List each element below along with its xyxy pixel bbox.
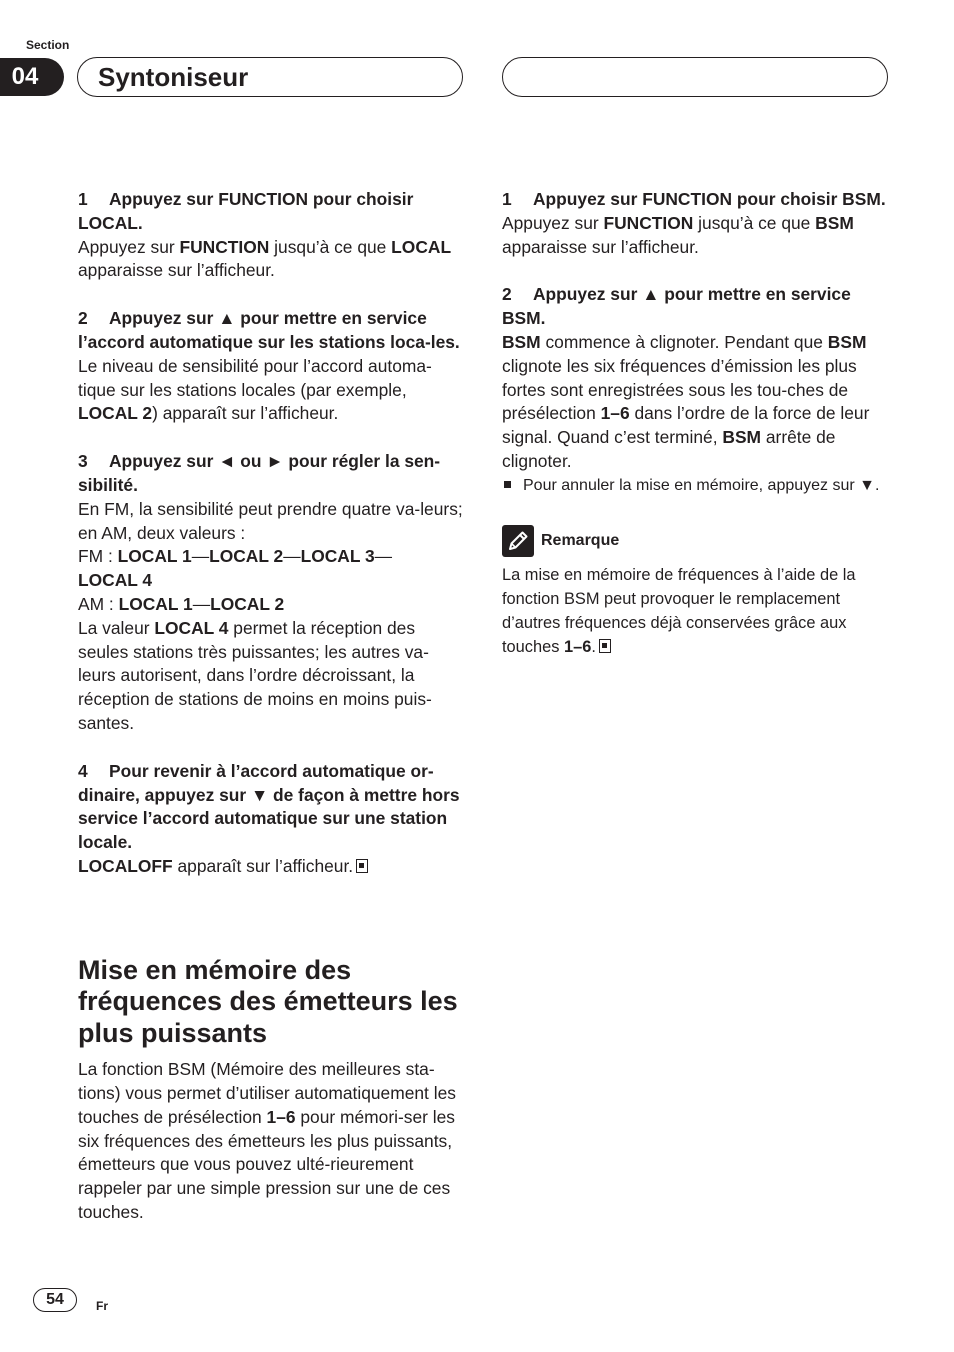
step-heading: 1 Appuyez sur FUNCTION pour choisir BSM. bbox=[502, 189, 886, 209]
language-code: Fr bbox=[96, 1299, 108, 1313]
step-body: Appuyez sur FUNCTION jusqu’à ce que LOCAL apparaisse sur l’afficheur. bbox=[78, 236, 452, 281]
step-body: La valeur LOCAL 4 permet la réception des seules stations très puissantes; les autres va-leurs autorisent, dans l’ordre décroissant, la réception de stations de moins en moins puis-santes. bbox=[78, 617, 432, 733]
section-label: Section bbox=[26, 38, 70, 52]
chapter-title: Syntoniseur bbox=[77, 57, 463, 97]
step-body: BSM commence à clignoter. Pendant que BSM clignote les six fréquences d’émission les plus fortes sont enregistrées sous les tou-ches de présélection 1–6 dans l’ordre de la force de leur signal. Quand c’est terminé, BSM arrête de clignoter. bbox=[502, 331, 870, 471]
step-body: Appuyez sur FUNCTION jusqu’à ce que BSM apparaisse sur l’afficheur. bbox=[502, 212, 854, 257]
section-heading: Mise en mémoire des fréquences des émetteurs les plus puissants bbox=[78, 954, 458, 1048]
step-heading: 2 Appuyez sur ▲ pour mettre en service BSM. bbox=[502, 284, 851, 329]
step-body: Le niveau de sensibilité pour l’accord automa-tique sur les stations locales (par exemple, LOCAL 2) apparaît sur l’afficheur. bbox=[78, 355, 432, 424]
step-heading: 1 Appuyez sur FUNCTION pour choisir LOCAL. bbox=[78, 189, 414, 233]
pencil-note-icon bbox=[502, 525, 534, 557]
fm-values: FM : LOCAL 1—LOCAL 2—LOCAL 3— LOCAL 4 bbox=[78, 546, 393, 591]
bullet-square-icon bbox=[504, 481, 511, 488]
remark-title: Remarque bbox=[541, 532, 620, 550]
section-body: La fonction BSM (Mémoire des meilleures sta-tions) vous permet d’utiliser automatiquement les touches de présélection 1–6 pour mémori-ser les six fréquences des émetteurs les plus puissants, émetteurs que vous pouvez ulté-rieurement rappeler par une simple pression sur une de ces touches. bbox=[78, 1059, 456, 1222]
step-heading: 4 Pour revenir à l’accord automatique or-dinaire, appuyez sur ▼ de façon à mettre hors service l’accord automatique sur une station locale. bbox=[78, 760, 460, 853]
header-empty-box bbox=[502, 57, 888, 97]
bullet-note: Pour annuler la mise en mémoire, appuyez sur ▼. bbox=[502, 474, 888, 498]
step-heading: 3 Appuyez sur ◄ ou ► pour régler la sen-sibilité. bbox=[78, 451, 441, 495]
section-number-badge: 04 bbox=[0, 58, 64, 96]
remark-header bbox=[502, 525, 888, 557]
remark-body: La mise en mémoire de fréquences à l’aide de la fonction BSM peut provoquer le remplacement d’autres fréquences déjà conservées grâce aux touches 1–6. bbox=[502, 566, 856, 657]
right-column bbox=[502, 188, 888, 659]
step-heading: 2 Appuyez sur ▲ pour mettre en service l’accord automatique sur les stations loca-les. bbox=[78, 308, 460, 352]
am-values: AM : LOCAL 1—LOCAL 2 bbox=[78, 593, 285, 614]
left-column bbox=[78, 188, 464, 1225]
page-number: 54 bbox=[33, 1288, 77, 1312]
step-body: En FM, la sensibilité peut prendre quatre va-leurs; en AM, deux valeurs : bbox=[78, 498, 463, 543]
end-of-section-icon bbox=[356, 859, 368, 873]
step-body: LOCALOFF apparaît sur l’afficheur. bbox=[78, 855, 464, 879]
end-of-section-icon bbox=[599, 639, 611, 653]
